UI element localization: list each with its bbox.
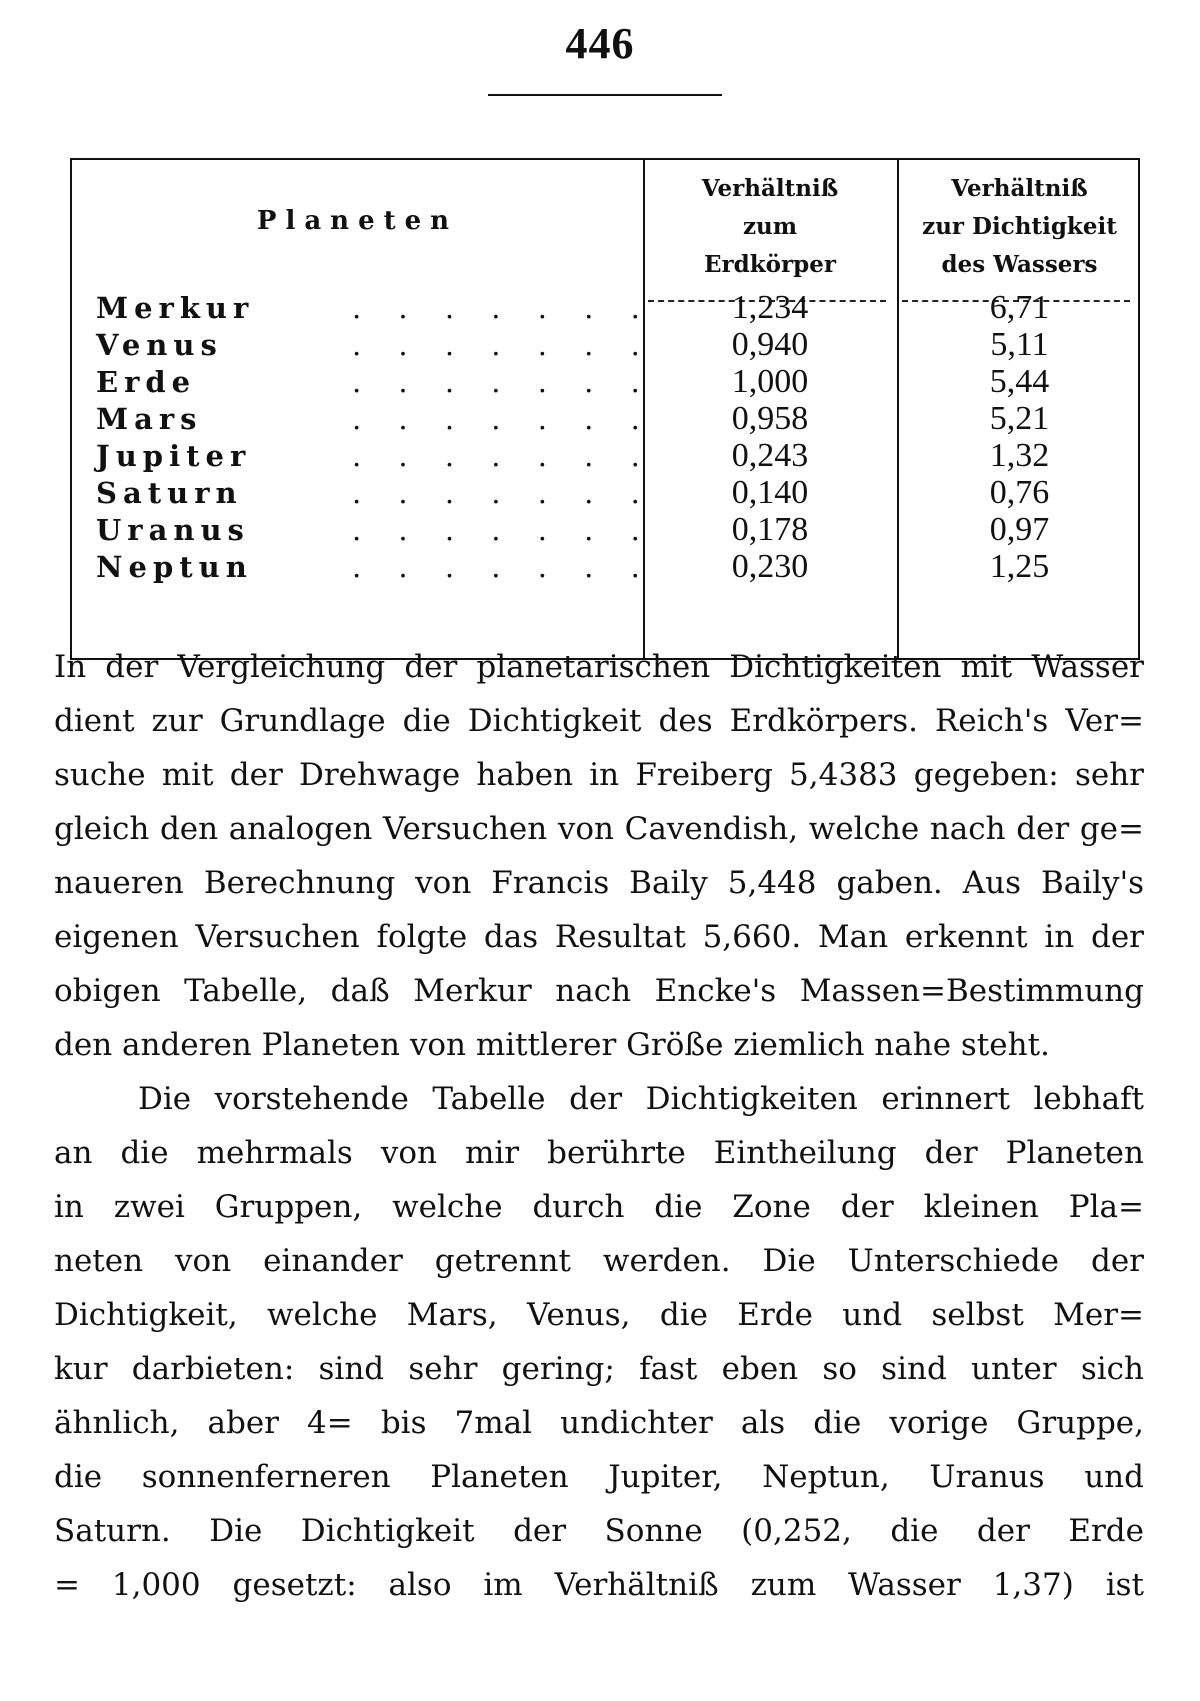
ratio-water-value: 0,97 (989, 511, 1050, 548)
header-planets: Planeten (256, 206, 459, 236)
ratio-earth-value: 0,178 (731, 511, 809, 548)
ratio-earth-value: 0,243 (731, 437, 809, 474)
table-row (72, 399, 1142, 439)
body-text (54, 640, 1144, 1612)
ratio-water-value: 1,25 (989, 548, 1050, 585)
text-line: in zwei Gruppen, welche durch die Zone der kleinen Pla= (54, 1189, 1144, 1225)
leader-dots: . . . . . . . (352, 402, 654, 436)
leader-dots: . . . . . . . (352, 365, 654, 399)
text-line: Saturn. Die Dichtigkeit der Sonne (0,252, die der Erde (54, 1513, 1144, 1549)
planet-name: Neptun (96, 550, 253, 584)
text-line: Die vorstehende Tabelle der Dichtigkeiten erinnert lebhaft (138, 1081, 1144, 1117)
header-ratio-earth (643, 170, 897, 284)
header-line: zum (742, 213, 798, 240)
planet-name: Jupiter (96, 439, 252, 473)
planet-name: Venus (96, 328, 223, 362)
text-line: obigen Tabelle, daß Merkur nach Encke's Massen=Bestimmung (54, 973, 1144, 1009)
ratio-water-value: 1,32 (989, 437, 1050, 474)
planet-name: Merkur (96, 291, 255, 325)
text-line: eigenen Versuchen folgte das Resultat 5,660. Man erkennt in der (54, 919, 1144, 955)
text-line: den anderen Planeten von mittlerer Größe ziemlich nahe steht. (54, 1027, 1050, 1063)
top-rule (488, 94, 722, 96)
header-line: Verhältniß (951, 175, 1088, 202)
table-row (72, 288, 1142, 328)
ratio-earth-value: 0,230 (731, 548, 809, 585)
leader-dots: . . . . . . . (352, 291, 654, 325)
ratio-earth-value: 1,000 (731, 363, 809, 400)
ratio-water-value: 5,44 (989, 363, 1050, 400)
leader-dots: . . . . . . . (352, 328, 654, 362)
table-row (72, 362, 1142, 402)
planet-name: Saturn (96, 476, 243, 510)
text-line: = 1,000 gesetzt: also im Verhältniß zum Wasser 1,37) ist (54, 1567, 1144, 1603)
ratio-earth-value: 0,140 (731, 474, 809, 511)
text-line: In der Vergleichung der planetarischen Dichtigkeiten mit Wasser (54, 649, 1144, 685)
table-row (72, 547, 1142, 587)
leader-dots: . . . . . . . (352, 476, 654, 510)
table-row (72, 436, 1142, 476)
planet-name: Uranus (96, 513, 250, 547)
text-line: an die mehrmals von mir berührte Eintheilung der Planeten (54, 1135, 1144, 1171)
ratio-water-value: 6,71 (989, 289, 1050, 326)
planet-name: Mars (96, 402, 203, 436)
text-line: gleich den analogen Versuchen von Cavendish, welche nach der ge= (54, 811, 1144, 847)
text-line: ähnlich, aber 4= bis 7mal undichter als die vorige Gruppe, (54, 1405, 1144, 1441)
text-line: die sonnenferneren Planeten Jupiter, Neptun, Uranus und (54, 1459, 1144, 1495)
header-line: des Wassers (941, 251, 1098, 278)
text-line: dient zur Grundlage die Dichtigkeit des Erdkörpers. Reich's Ver= (54, 703, 1144, 739)
ratio-water-value: 5,21 (989, 400, 1050, 437)
text-line: naueren Berechnung von Francis Baily 5,448 gaben. Aus Baily's (54, 865, 1144, 901)
ratio-earth-value: 0,958 (731, 400, 809, 437)
table-row (72, 473, 1142, 513)
text-line: kur darbieten: sind sehr gering; fast eben so sind unter sich (54, 1351, 1144, 1387)
header-ratio-water (897, 170, 1142, 284)
text-line: neten von einander getrennt werden. Die Unterschiede der (54, 1243, 1144, 1279)
ratio-earth-value: 0,940 (731, 326, 809, 363)
header-line: Verhältniß (701, 175, 839, 202)
leader-dots: . . . . . . . (352, 550, 654, 584)
header-line: Erdkörper (704, 251, 836, 278)
text-line: Dichtigkeit, welche Mars, Venus, die Erde und selbst Mer= (54, 1297, 1144, 1333)
text-line: suche mit der Drehwage haben in Freiberg 5,4383 gegeben: sehr (54, 757, 1144, 793)
density-table (70, 158, 1140, 660)
leader-dots: . . . . . . . (352, 513, 654, 547)
page-number: 446 (565, 19, 635, 68)
header-line: zur Dichtigkeit (922, 213, 1117, 240)
leader-dots: . . . . . . . (352, 439, 654, 473)
table-row (72, 325, 1142, 365)
ratio-earth-value: 1,234 (731, 289, 809, 326)
ratio-water-value: 5,11 (990, 326, 1049, 363)
planet-name: Erde (96, 365, 197, 399)
table-row (72, 510, 1142, 550)
ratio-water-value: 0,76 (989, 474, 1050, 511)
